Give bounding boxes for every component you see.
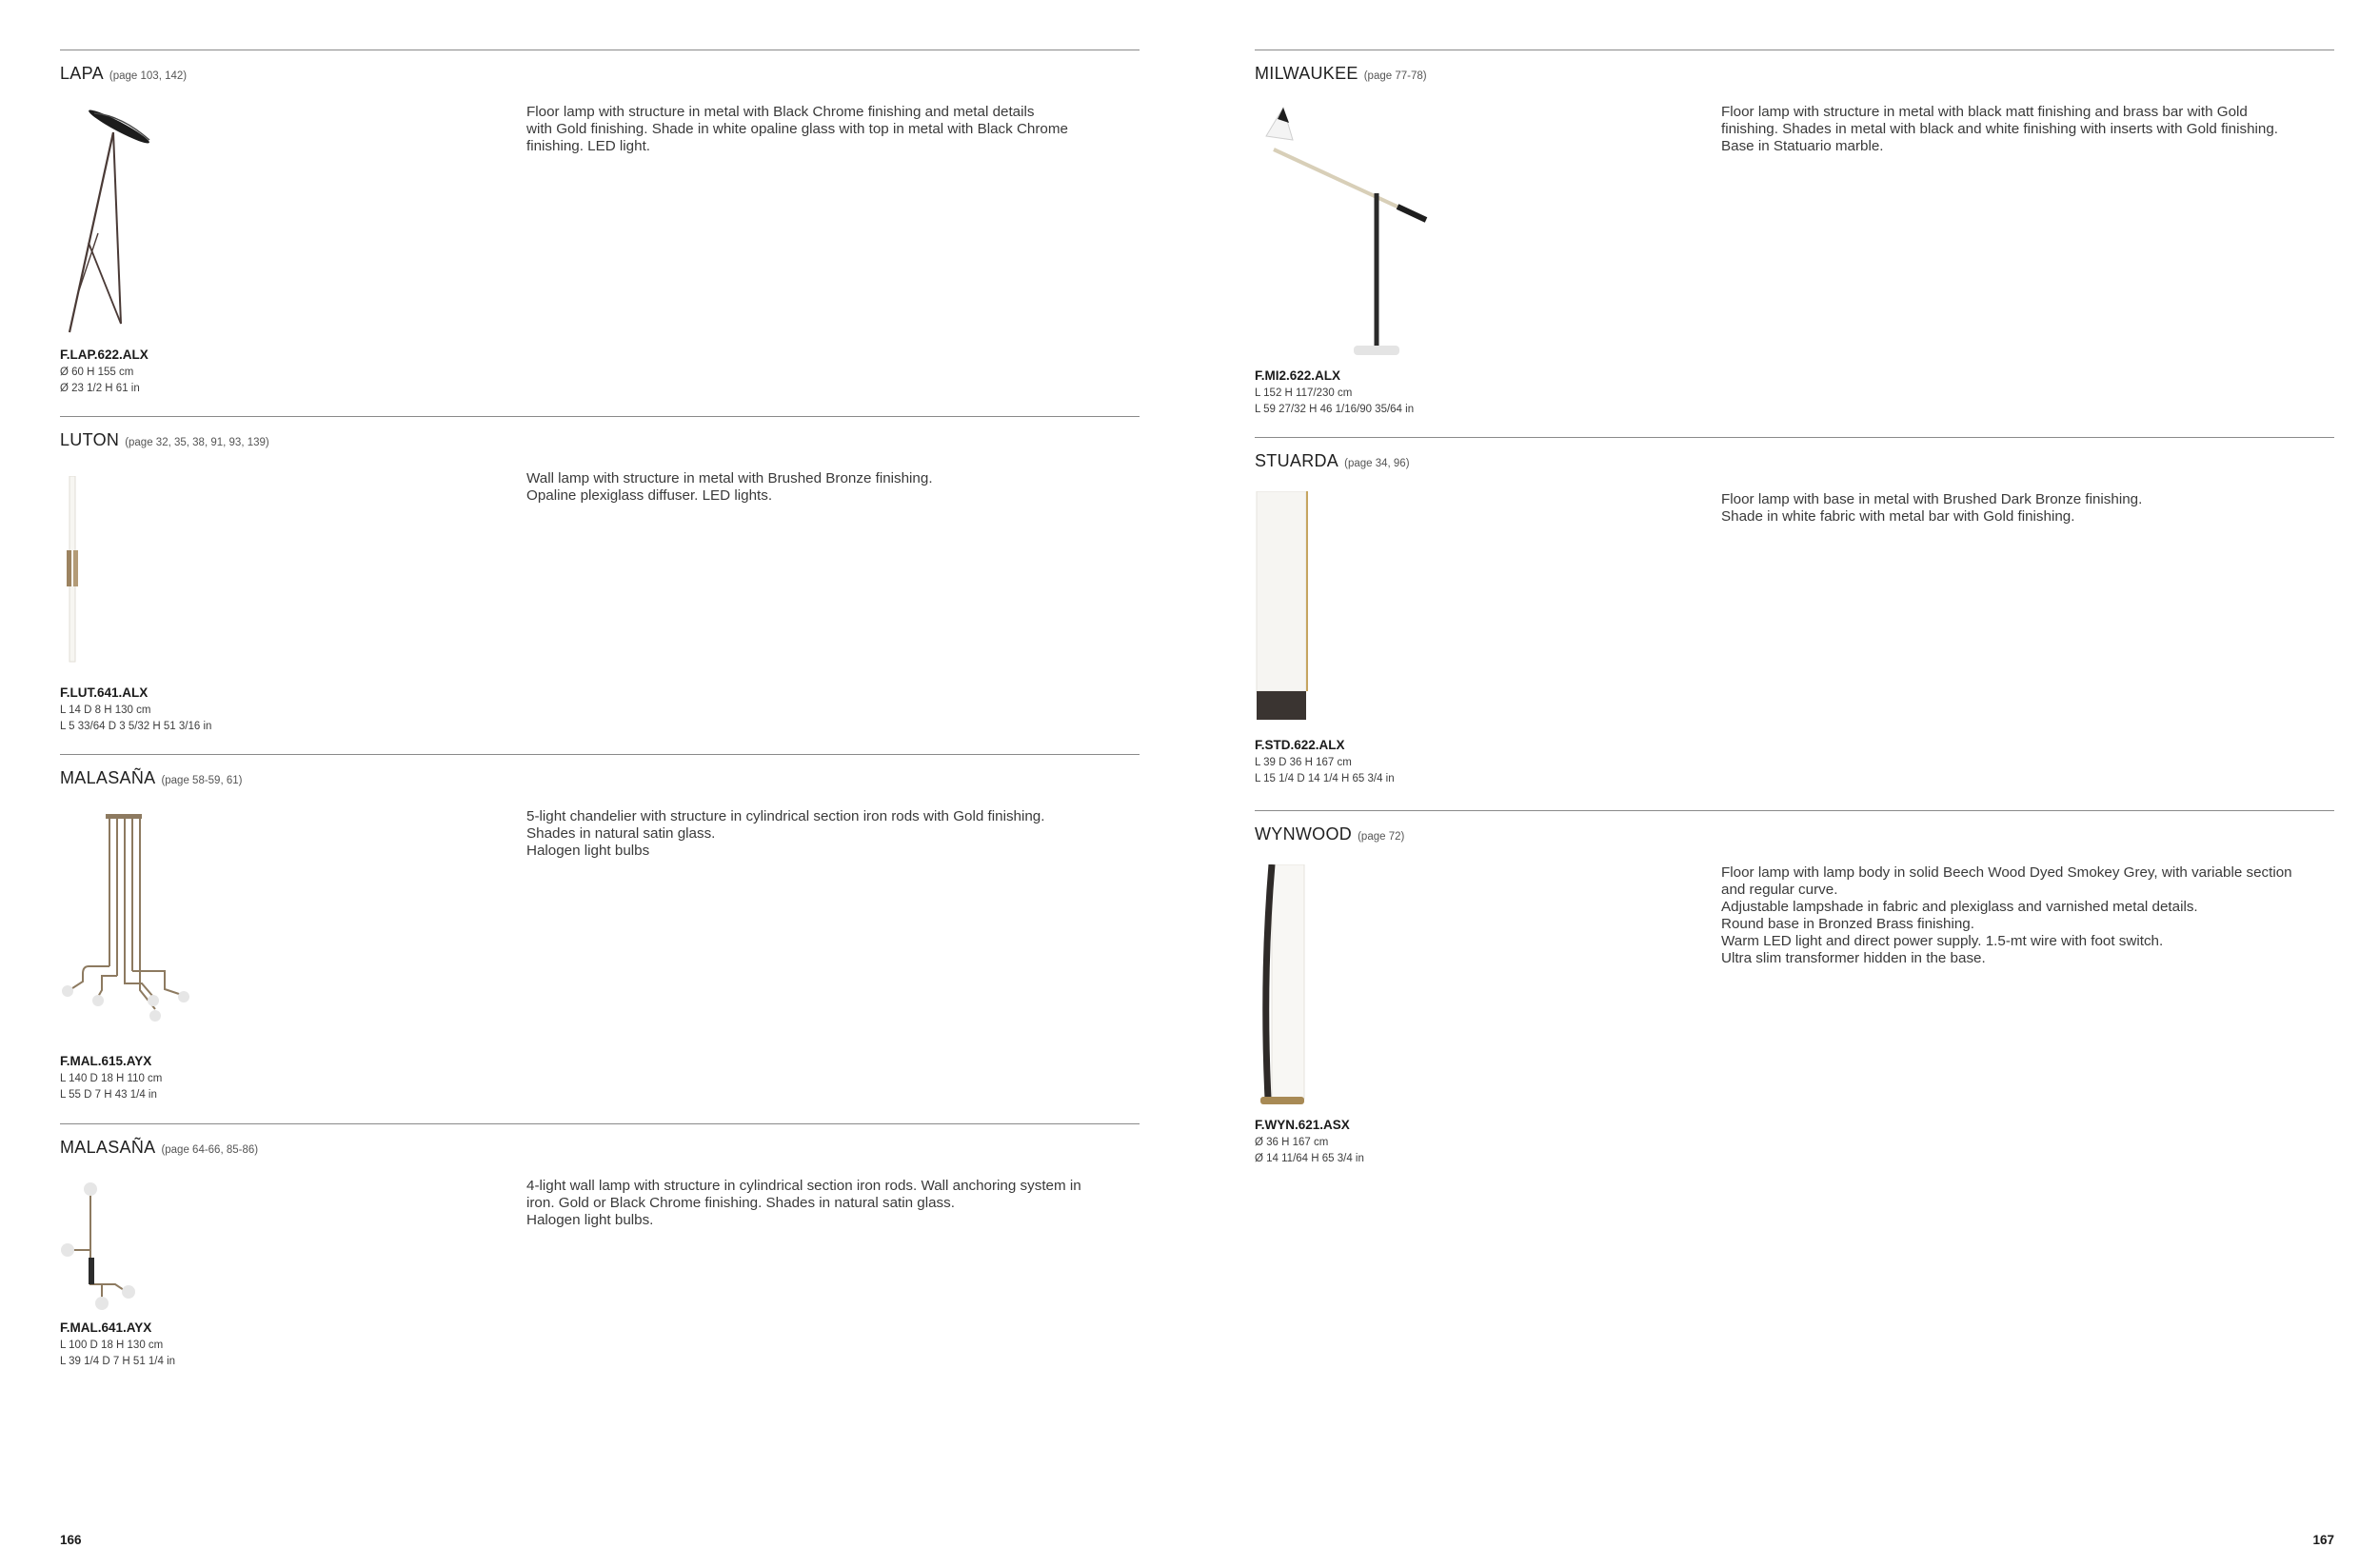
description-line: Base in Statuario marble.	[1721, 138, 1884, 154]
product-name: WYNWOOD	[1255, 824, 1353, 844]
product-description	[526, 808, 1145, 860]
product-code: F.STD.622.ALX	[1255, 738, 1345, 752]
page-references: (page 77-78)	[1363, 70, 1427, 82]
description-line: with Gold finishing. Shade in white opaline glass with top in metal with Black Chrome	[526, 121, 1068, 137]
description-line: 5-light chandelier with structure in cylindrical section iron rods with Gold finishing.	[526, 808, 1045, 824]
product-name: LAPA	[60, 64, 104, 83]
description-line: Warm LED light and direct power supply. 1.5-mt wire with foot switch.	[1721, 933, 2164, 949]
description-line: finishing. LED light.	[526, 138, 651, 154]
description-line: Opaline plexiglass diffuser. LED lights.	[526, 487, 773, 504]
product-name: MALASAÑA	[60, 1138, 156, 1157]
entry-heading	[60, 1138, 258, 1158]
entry-heading	[60, 64, 187, 84]
description-line: Floor lamp with lamp body in solid Beech Wood Dyed Smokey Grey, with variable section	[1721, 864, 2292, 881]
product-code: F.WYN.621.ASX	[1255, 1118, 1350, 1132]
malasana-chandelier-icon	[60, 814, 203, 1042]
dimensions-cm: L 14 D 8 H 130 cm	[60, 705, 151, 716]
dimensions-cm: L 152 H 117/230 cm	[1255, 387, 1353, 399]
product-name: MILWAUKEE	[1255, 64, 1358, 83]
product-name: MALASAÑA	[60, 768, 156, 787]
description-line: and regular curve.	[1721, 882, 1838, 898]
dimensions-in: L 59 27/32 H 46 1/16/90 35/64 in	[1255, 404, 1415, 415]
entry-heading	[1255, 64, 1427, 84]
description-line: Ultra slim transformer hidden in the base.	[1721, 950, 1986, 966]
dimensions-in: L 55 D 7 H 43 1/4 in	[60, 1089, 157, 1101]
dimensions-cm: Ø 60 H 155 cm	[60, 367, 134, 378]
description-line: Shades in natural satin glass.	[526, 825, 716, 842]
description-line: finishing. Shades in metal with black and white finishing with inserts with Gold finishing.	[1721, 121, 2279, 137]
page-references: (page 103, 142)	[109, 70, 188, 82]
product-description	[526, 104, 1145, 155]
lapa-floor-lamp-icon	[60, 109, 174, 347]
dimensions-cm: L 100 D 18 H 130 cm	[60, 1340, 164, 1351]
malasana-wall-lamp-icon	[60, 1178, 174, 1320]
product-description	[1721, 491, 2340, 526]
description-line: Floor lamp with structure in metal with Black Chrome finishing and metal details	[526, 104, 1035, 120]
product-code: F.MAL.615.AYX	[60, 1054, 152, 1068]
description-line: 4-light wall lamp with structure in cylindrical section iron rods. Wall anchoring system in	[526, 1178, 1081, 1194]
description-line: Halogen light bulbs.	[526, 1212, 654, 1228]
dimensions-in: Ø 14 11/64 H 65 3/4 in	[1255, 1153, 1364, 1164]
entry-heading	[1255, 824, 1404, 844]
page-references: (page 58-59, 61)	[161, 775, 243, 786]
product-description	[1721, 104, 2340, 155]
product-code: F.MAL.641.AYX	[60, 1320, 152, 1335]
page-number: 166	[60, 1533, 82, 1547]
dimensions-cm: L 140 D 18 H 110 cm	[60, 1073, 163, 1084]
product-name: LUTON	[60, 430, 120, 449]
product-description	[1721, 864, 2340, 967]
product-name: STUARDA	[1255, 451, 1339, 470]
description-line: Floor lamp with base in metal with Brushed Dark Bronze finishing.	[1721, 491, 2143, 507]
description-line: Wall lamp with structure in metal with Brushed Bronze finishing.	[526, 470, 933, 486]
dimensions-in: L 39 1/4 D 7 H 51 1/4 in	[60, 1356, 176, 1367]
description-line: Floor lamp with structure in metal with black matt finishing and brass bar with Gold	[1721, 104, 2248, 120]
luton-wall-lamp-icon	[60, 476, 117, 666]
product-entry-stuarda	[1255, 437, 2334, 811]
dimensions-in: L 5 33/64 D 3 5/32 H 51 3/16 in	[60, 721, 212, 732]
milwaukee-floor-lamp-icon	[1255, 102, 1445, 368]
product-description	[526, 470, 1145, 505]
product-entry-milwaukee	[1255, 50, 2334, 438]
description-line: Shade in white fabric with metal bar with Gold finishing.	[1721, 508, 2075, 525]
product-description	[526, 1178, 1145, 1229]
product-code: F.LUT.641.ALX	[60, 685, 149, 700]
entry-heading	[60, 430, 269, 450]
wynwood-floor-lamp-icon	[1255, 864, 1321, 1112]
stuarda-floor-lamp-icon	[1255, 491, 1321, 729]
description-line: Round base in Bronzed Brass finishing.	[1721, 916, 1974, 932]
product-entry-luton	[60, 416, 1140, 755]
product-entry-lapa	[60, 50, 1140, 417]
product-entry-malasana-chandelier	[60, 754, 1140, 1124]
product-entry-malasana-wall-lamp	[60, 1123, 1140, 1381]
page-number: 167	[2312, 1533, 2334, 1547]
dimensions-cm: Ø 36 H 167 cm	[1255, 1137, 1329, 1148]
entry-heading	[60, 768, 242, 788]
dimensions-cm: L 39 D 36 H 167 cm	[1255, 757, 1352, 768]
page-references: (page 34, 96)	[1344, 458, 1410, 469]
entry-heading	[1255, 451, 1410, 471]
description-line: Halogen light bulbs	[526, 843, 650, 859]
description-line: Adjustable lampshade in fabric and plexiglass and varnished metal details.	[1721, 899, 2198, 915]
dimensions-in: Ø 23 1/2 H 61 in	[60, 383, 140, 394]
dimensions-in: L 15 1/4 D 14 1/4 H 65 3/4 in	[1255, 773, 1395, 784]
product-entry-wynwood	[1255, 810, 2334, 1192]
description-line: iron. Gold or Black Chrome finishing. Shades in natural satin glass.	[526, 1195, 955, 1211]
product-code: F.LAP.622.ALX	[60, 347, 149, 362]
page-references: (page 72)	[1358, 831, 1405, 843]
product-code: F.MI2.622.ALX	[1255, 368, 1341, 383]
page-references: (page 64-66, 85-86)	[161, 1144, 259, 1156]
page-references: (page 32, 35, 38, 91, 93, 139)	[125, 437, 269, 448]
